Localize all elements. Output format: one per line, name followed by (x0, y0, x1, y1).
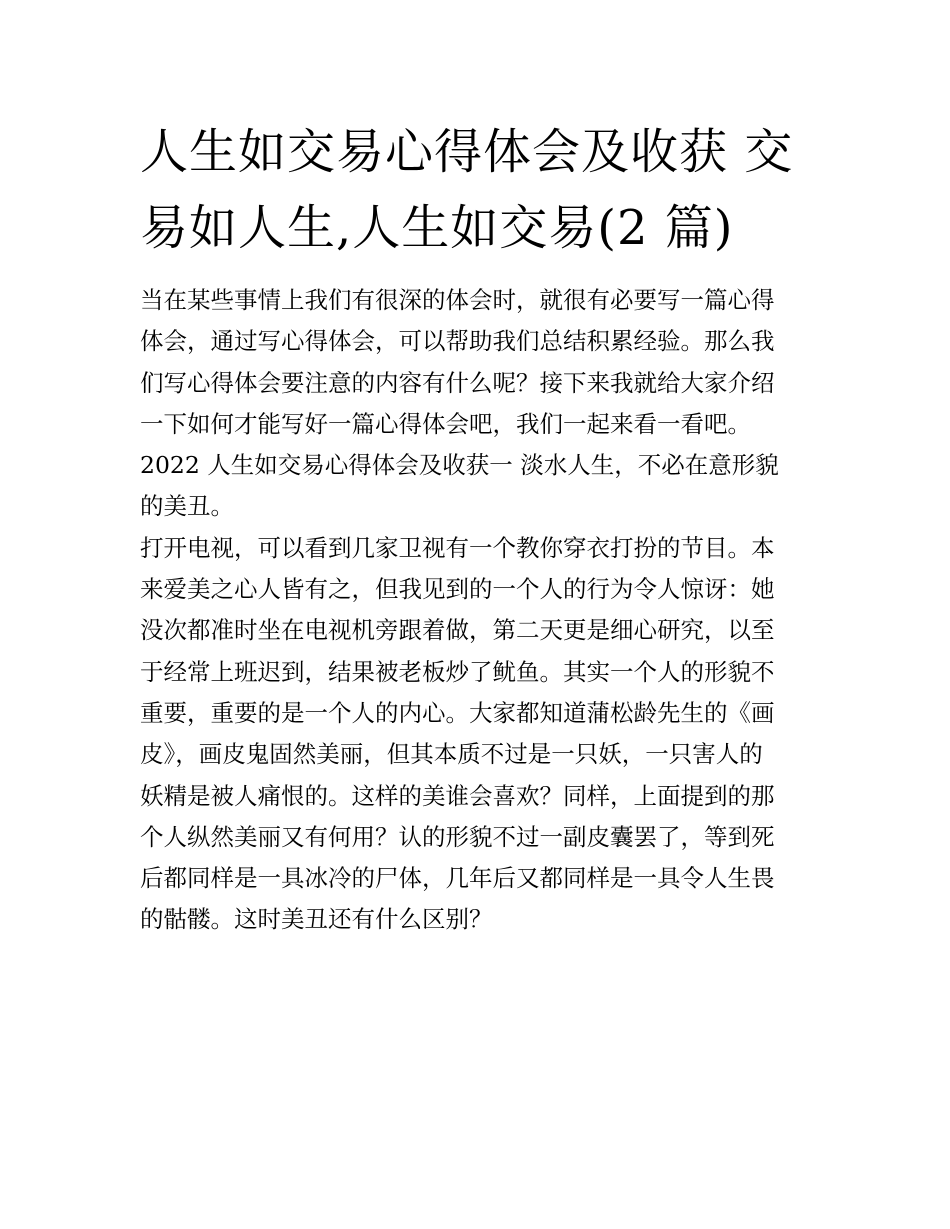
text-line: 当在某些事情上我们有很深的体会时，就很有必要写一篇心得 (140, 286, 775, 314)
text-line: 体会，通过写心得体会，可以帮助我们总结积累经验。那么我 (140, 327, 775, 356)
text-line: 个人纵然美丽又有何用？认的形貌不过一副皮囊罢了，等到死 (140, 822, 775, 851)
text-line: 没次都准时坐在电视机旁跟着做，第二天更是细心研究，以至 (140, 616, 775, 645)
title-line: 易如人生,人生如交易(2 篇) (140, 200, 734, 256)
text-line: 一下如何才能写好一篇心得体会吧，我们一起来看一看吧。 (140, 409, 751, 438)
text-line: 妖精是被人痛恨的。这样的美谁会喜欢？同样，上面提到的那 (140, 781, 775, 810)
text-line: 2022 人生如交易心得体会及收获一 淡水人生，不必在意形貌 (140, 451, 779, 480)
body-paragraph (140, 528, 820, 941)
document-title (140, 114, 820, 266)
text-line: 的美丑。 (140, 492, 234, 521)
text-line: 重要，重要的是一个人的内心。大家都知道蒲松龄先生的《画 (140, 698, 775, 727)
section-heading-paragraph (140, 445, 820, 528)
text-line: 们写心得体会要注意的内容有什么呢？接下来我就给大家介绍 (140, 368, 775, 397)
text-line: 来爱美之心人皆有之，但我见到的一个人的行为令人惊讶：她 (140, 575, 775, 604)
text-line: 的骷髅。这时美丑还有什么区别？ (140, 905, 493, 934)
text-line: 打开电视，可以看到几家卫视有一个教你穿衣打扮的节目。本 (140, 533, 775, 562)
document-body (140, 280, 820, 941)
intro-paragraph (140, 280, 820, 445)
text-line: 于经常上班迟到，结果被老板炒了鱿鱼。其实一个人的形貌不 (140, 657, 775, 686)
text-line: 后都同样是一具冰冷的尸体，几年后又都同样是一具令人生畏 (140, 864, 775, 893)
title-line: 人生如交易心得体会及收获 交 (140, 124, 794, 180)
text-line: 皮》，画皮鬼固然美丽，但其本质不过是一只妖，一只害人的 (140, 740, 763, 769)
